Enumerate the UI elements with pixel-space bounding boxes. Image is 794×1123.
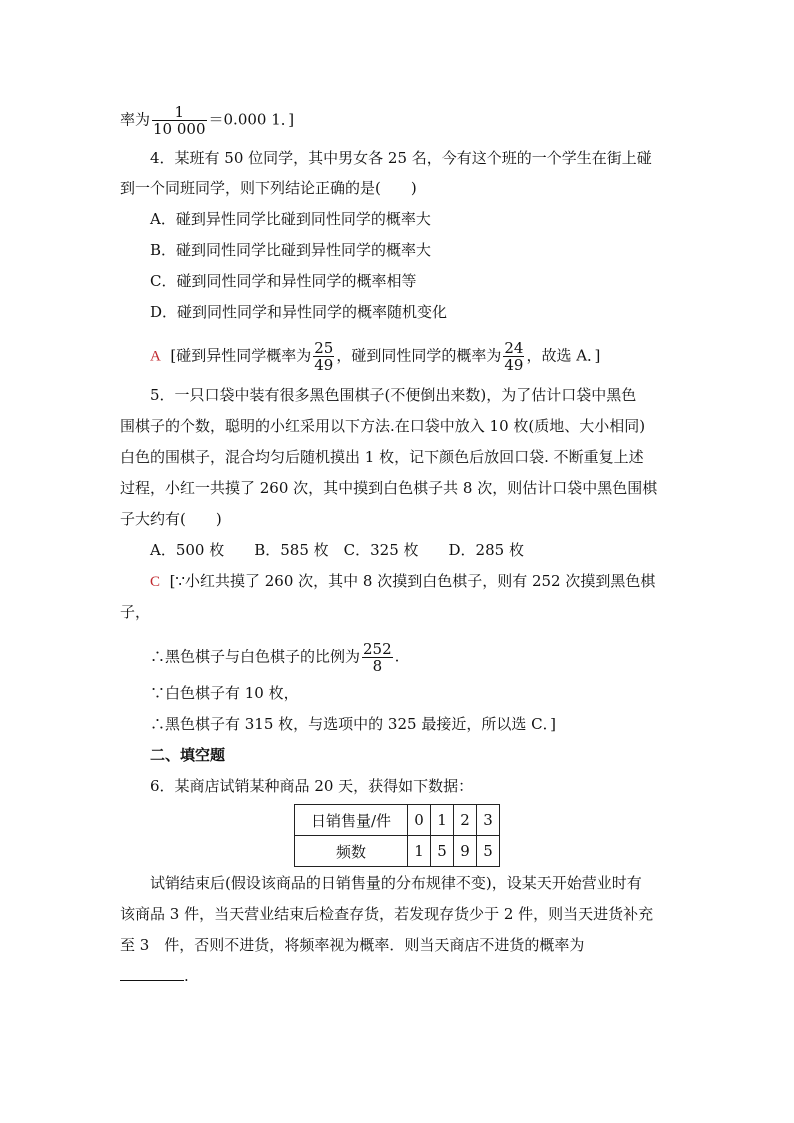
q4-option-a: A．碰到异性同学比碰到同性同学的概率大 — [150, 210, 431, 228]
q6-blank-line — [120, 966, 676, 986]
q5-answer-letter: C — [150, 574, 161, 590]
fraction-denominator: 49 — [314, 356, 334, 374]
q4-answer-text-b: ，碰到同性同学的概率为 — [336, 346, 502, 365]
q5-line1: 5．一只口袋中装有很多黑色围棋子(不便倒出来数)，为了估计口袋中黑色 — [150, 386, 637, 404]
table-cell: 0 — [408, 805, 431, 836]
fraction-numerator: 1 — [174, 103, 185, 121]
q5-options: A．500 枚 B．585 枚 C．325 枚 D．285 枚 — [150, 541, 524, 559]
q4-answer-text-c: ，故选 A．] — [526, 346, 601, 365]
q5-line4: 过程，小红一共摸了 260 次，其中摸到白色棋子共 8 次，则估计口袋中黑色围棋 — [120, 479, 658, 497]
fraction-denominator: 49 — [504, 356, 524, 374]
q4-answer-text-a: [碰到异性同学概率为 — [170, 346, 312, 365]
q4-stem-line2: 到一个同班同学，则下列结论正确的是( ) — [120, 179, 417, 197]
table-cell: 1 — [431, 805, 454, 836]
q5-because-line: ∵白色棋子有 10 枚， — [150, 684, 299, 702]
sales-table — [294, 804, 500, 867]
q4-option-c: C．碰到同性同学和异性同学的概率相等 — [150, 272, 417, 290]
q5-line2: 围棋子的个数，聪明的小红采用以下方法.在口袋中放入 10 枚(质地、大小相同) — [120, 417, 646, 435]
q6-after-line3: 至 3 件，否则不进货，将频率视为概率．则当天商店不进货的概率为 — [120, 936, 585, 954]
fraction-denominator: 10 000 — [153, 120, 206, 138]
q5-line5: 子大约有( ) — [120, 510, 222, 528]
prev-answer-fraction — [152, 104, 207, 137]
q4-option-d: D．碰到同性同学和异性同学的概率随机变化 — [150, 303, 448, 321]
q5-ratio-end: . — [394, 647, 400, 666]
table-cell: 1 — [408, 836, 431, 867]
table-row — [295, 836, 500, 867]
q4-answer-line — [150, 340, 676, 373]
prev-answer-suffix: ＝0.000 1．] — [208, 110, 295, 129]
table-cell: 9 — [454, 836, 477, 867]
fraction-numerator: 25 — [314, 339, 334, 357]
table-cell: 2 — [454, 805, 477, 836]
table-header-cell: 频数 — [295, 836, 408, 867]
section-title: 二、填空题 — [150, 746, 226, 764]
q6-after-line1: 试销结束后(假设该商品的日销售量的分布规律不变)，设某天开始营业时有 — [150, 874, 642, 892]
table-cell: 3 — [477, 805, 500, 836]
fraction-denominator: 8 — [362, 657, 393, 674]
q5-answer-line1 — [150, 571, 676, 592]
q4-fraction-2 — [503, 340, 524, 373]
table-cell: 5 — [431, 836, 454, 867]
q5-ratio-line — [150, 641, 676, 674]
prev-answer-line — [120, 104, 676, 137]
answer-blank[interactable] — [120, 966, 184, 981]
q6-blank-end: . — [184, 967, 189, 985]
q5-answer-text: [∵小红共摸了 260 次，其中 8 次摸到白色棋子，则有 252 次摸到黑色棋 — [169, 572, 656, 590]
q6-after-line2: 该商品 3 件，当天营业结束后检查存货，若发现存货少于 2 件，则当天进货补充 — [120, 905, 654, 923]
table-row — [295, 805, 500, 836]
q4-answer-letter: A — [150, 348, 161, 365]
q5-answer-line2: 子， — [120, 603, 151, 621]
q5-ratio-text: ∴黑色棋子与白色棋子的比例为 — [150, 647, 361, 666]
q5-therefore-line: ∴黑色棋子有 315 枚，与选项中的 325 最接近，所以选 C．] — [150, 715, 556, 733]
q4-option-b: B．碰到同性同学比碰到异性同学的概率大 — [150, 241, 432, 259]
fraction-numerator: 24 — [504, 339, 524, 357]
table-cell: 5 — [477, 836, 500, 867]
q4-fraction-1 — [313, 340, 334, 373]
prev-answer-prefix: 率为 — [120, 110, 151, 129]
q5-line3: 白色的围棋子，混合均匀后随机摸出 1 枚，记下颜色后放回口袋. 不断重复上述 — [120, 448, 644, 466]
fraction-numerator: 252 — [363, 640, 392, 658]
q4-stem-line1: 4．某班有 50 位同学，其中男女各 25 名，今有这个班的一个学生在街上碰 — [150, 149, 652, 167]
table-header-cell: 日销售量/件 — [295, 805, 408, 836]
q6-stem: 6．某商店试销某种商品 20 天，获得如下数据： — [150, 777, 474, 795]
q5-ratio-fraction — [362, 641, 393, 674]
